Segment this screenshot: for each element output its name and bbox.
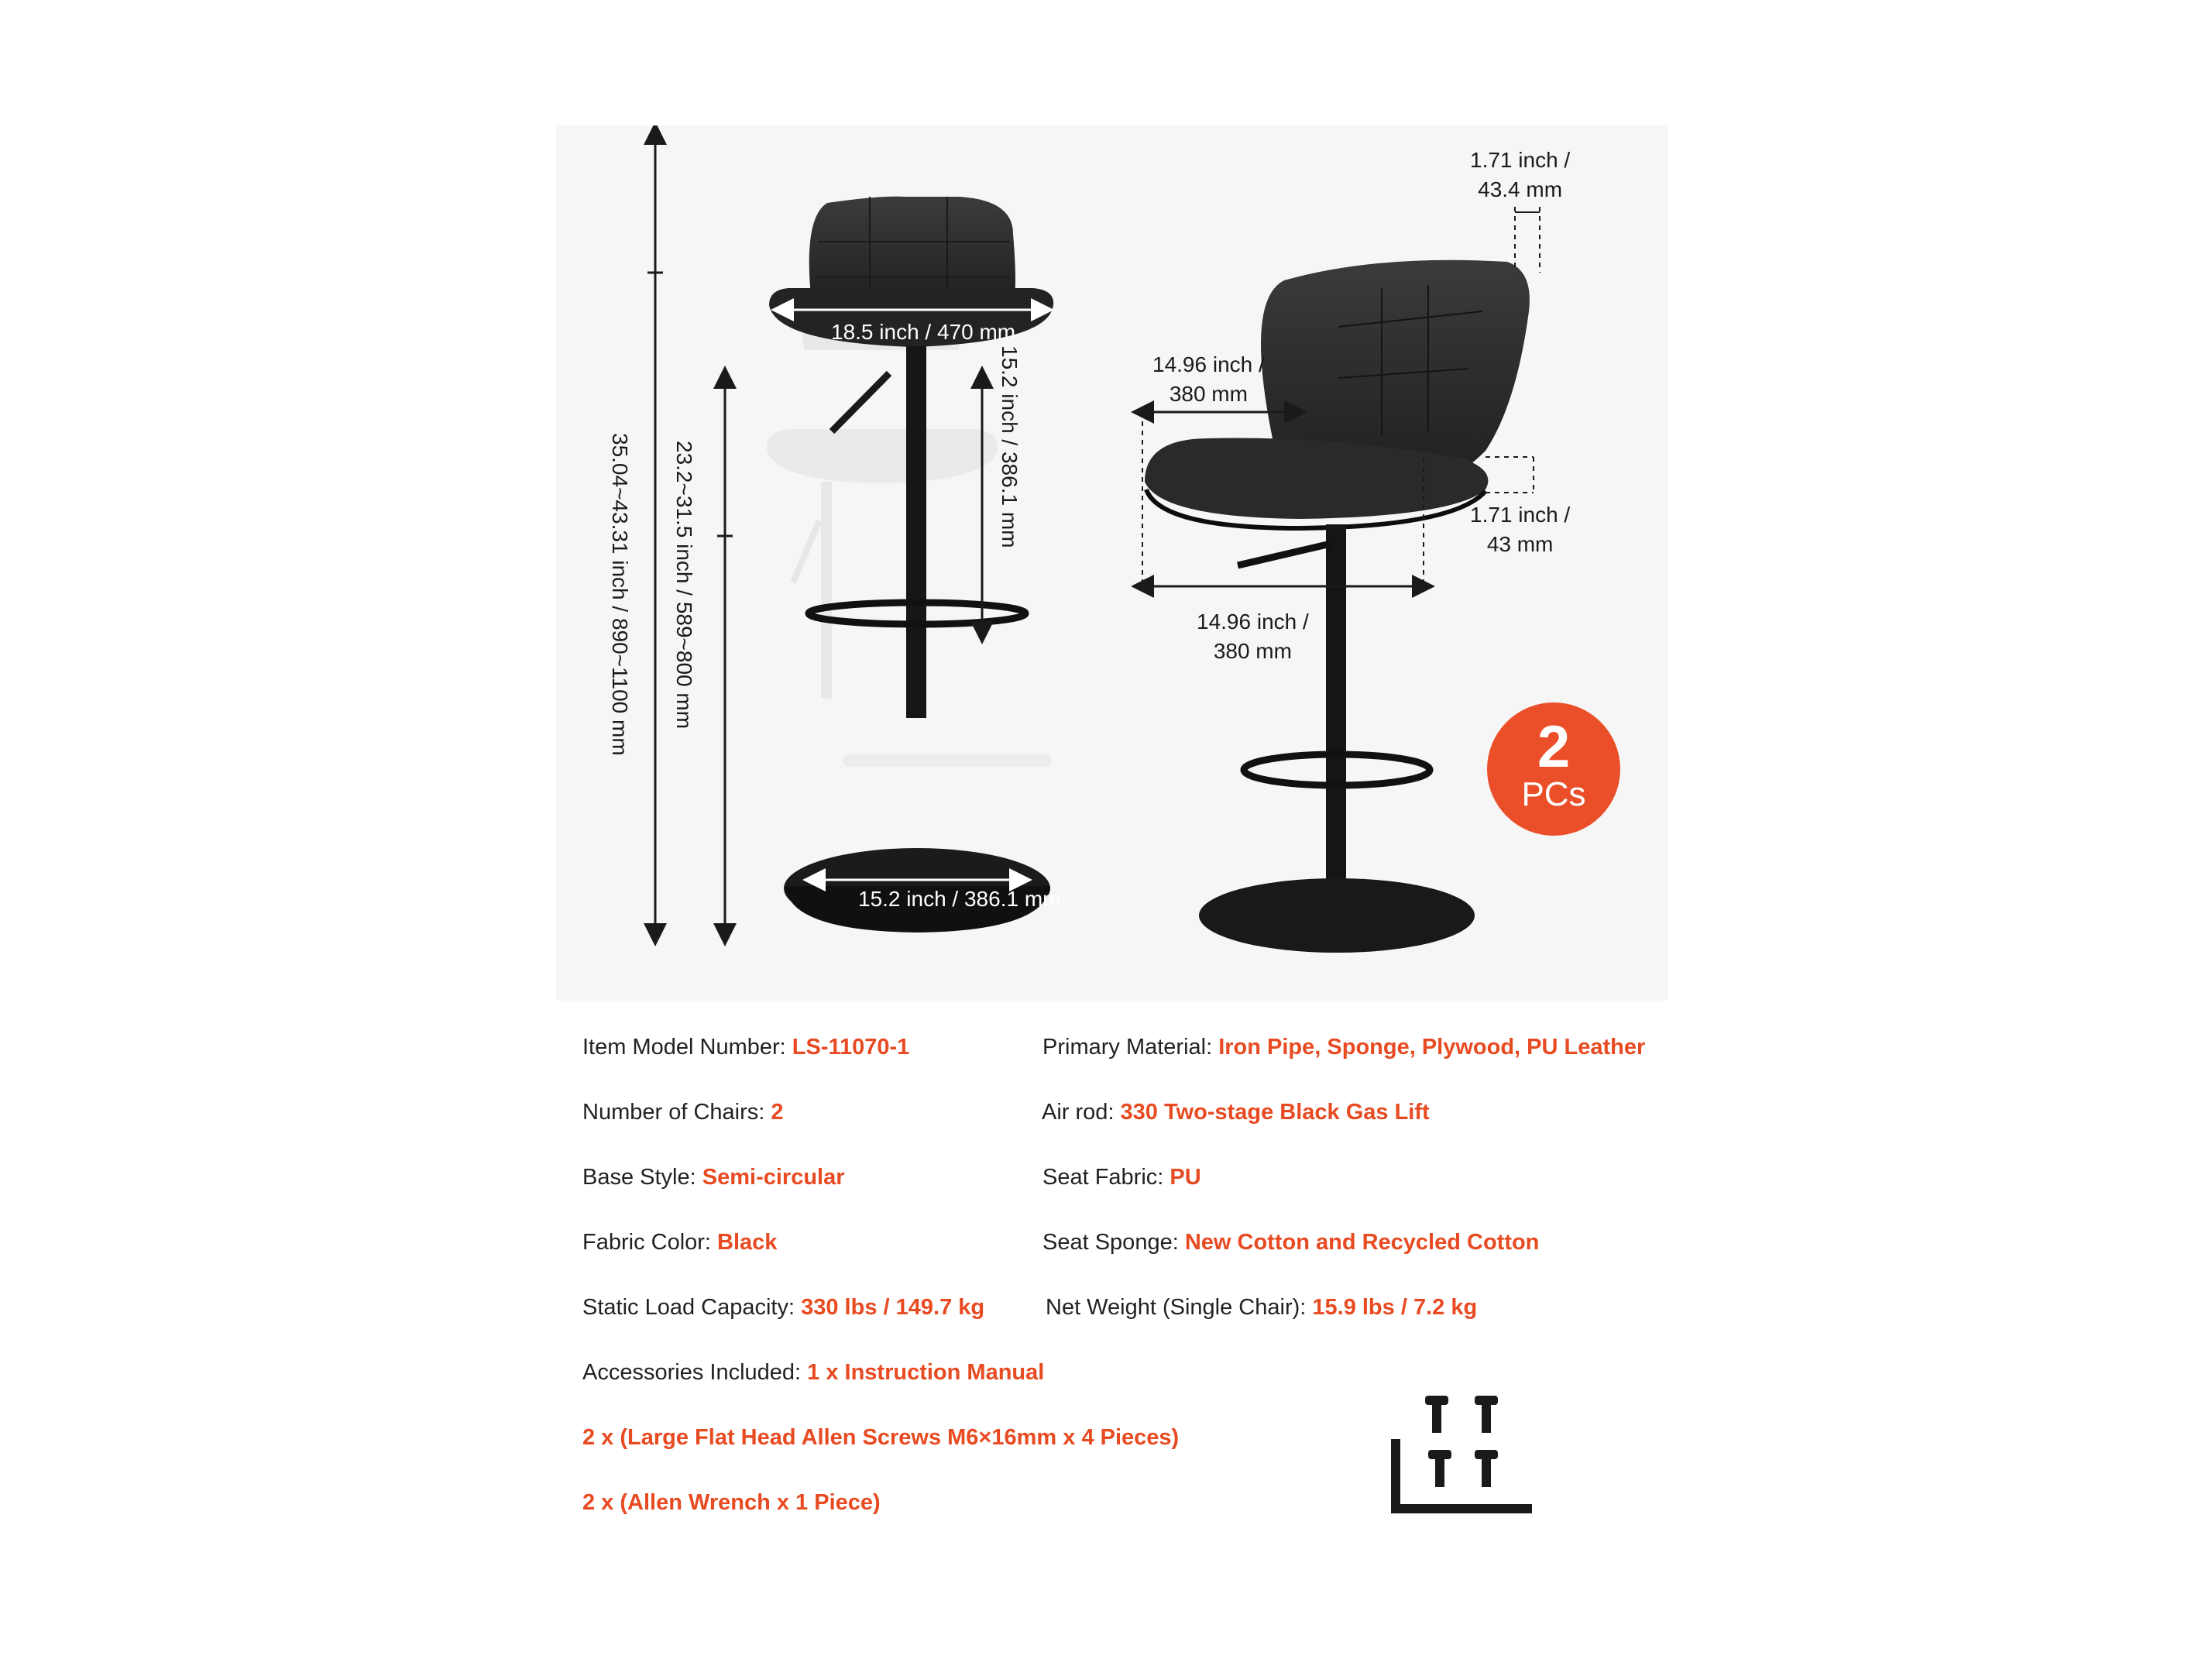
- seat-width-label: 18.5 inch / 470 mm: [831, 320, 1016, 344]
- seat-thickness-label: [1470, 500, 1570, 559]
- spec-label: Primary Material:: [1042, 1035, 1219, 1060]
- spec-sponge: [1042, 1230, 1539, 1255]
- spec-label: Number of Chairs:: [582, 1100, 771, 1125]
- back-thickness-line2: 43.4 mm: [1478, 177, 1563, 201]
- seat-thickness-line2: 43 mm: [1486, 532, 1554, 556]
- spec-accessory-wrench: 2 x (Allen Wrench x 1 Piece): [582, 1490, 881, 1515]
- spec-fabric: [1042, 1165, 1201, 1190]
- spec-value: 2: [771, 1100, 784, 1125]
- seat-depth-label: 15.2 inch / 386.1 mm: [998, 345, 1022, 548]
- spec-value: 1 x Instruction Manual: [807, 1360, 1045, 1385]
- badge-unit: PCs: [1521, 775, 1586, 813]
- spec-value: PU: [1170, 1165, 1201, 1190]
- spec-model: [582, 1035, 909, 1060]
- spec-label: Accessories Included:: [582, 1360, 808, 1385]
- spec-label: Item Model Number:: [582, 1035, 792, 1060]
- spec-accessory-screws: 2 x (Large Flat Head Allen Screws M6×16mm x 4 Pieces): [582, 1425, 1180, 1450]
- quantity-badge: [1487, 702, 1620, 836]
- chairs-illustration: [556, 125, 1668, 1001]
- spec-label: Fabric Color:: [582, 1230, 718, 1255]
- spec-label: Base Style:: [582, 1165, 702, 1190]
- spec-value: Black: [717, 1230, 778, 1255]
- spec-value: LS-11070-1: [792, 1035, 910, 1060]
- spec-chairs: [582, 1100, 784, 1125]
- seat-side-depth-label: [1152, 350, 1265, 409]
- front-chair: [769, 197, 1053, 933]
- seat-side-depth-line2: 380 mm: [1169, 382, 1248, 406]
- spec-value: 330 Two-stage Black Gas Lift: [1120, 1100, 1430, 1125]
- spec-label: Air rod:: [1042, 1100, 1121, 1125]
- spec-material: [1042, 1035, 1645, 1060]
- dimension-lines: [647, 133, 1540, 935]
- seat-side-width-line1: 14.96 inch /: [1197, 610, 1309, 634]
- seat-side-width-line2: 380 mm: [1213, 639, 1292, 663]
- spec-accessories: [582, 1360, 1044, 1386]
- total-height-label: 35.04~43.31 inch / 890~1100 mm: [608, 433, 632, 756]
- seat-height-label: 23.2~31.5 inch / 589~800 mm: [672, 441, 696, 730]
- badge-count: 2: [1537, 714, 1571, 780]
- spec-value: New Cotton and Recycled Cotton: [1184, 1230, 1540, 1255]
- spec-label: Seat Sponge:: [1042, 1230, 1185, 1255]
- base-diameter-label: 15.2 inch / 386.1 mm: [858, 887, 1061, 911]
- spec-color: [582, 1230, 777, 1255]
- spec-label: Seat Fabric:: [1042, 1165, 1170, 1190]
- seat-side-width-label: [1197, 607, 1309, 666]
- spec-load: [582, 1295, 984, 1321]
- spec-label: Static Load Capacity:: [582, 1295, 802, 1320]
- back-thickness-label: [1470, 146, 1570, 204]
- spec-value: 330 lbs / 149.7 kg: [801, 1295, 985, 1320]
- seat-thickness-line1: 1.71 inch /: [1470, 503, 1571, 527]
- screws-and-wrench-icon: [1377, 1396, 1563, 1520]
- spec-value: Semi-circular: [702, 1165, 845, 1190]
- spec-airrod: [1042, 1100, 1430, 1125]
- spec-weight: [1046, 1295, 1477, 1321]
- spec-value: Iron Pipe, Sponge, Plywood, PU Leather: [1218, 1035, 1646, 1060]
- spec-value: 15.9 lbs / 7.2 kg: [1312, 1295, 1478, 1320]
- product-card: [556, 125, 1668, 1537]
- seat-side-depth-line1: 14.96 inch /: [1152, 352, 1265, 376]
- back-thickness-line1: 1.71 inch /: [1470, 148, 1571, 172]
- spec-label: Net Weight (Single Chair):: [1046, 1295, 1313, 1320]
- spec-base: [582, 1165, 845, 1190]
- dimension-diagram: [556, 125, 1668, 1001]
